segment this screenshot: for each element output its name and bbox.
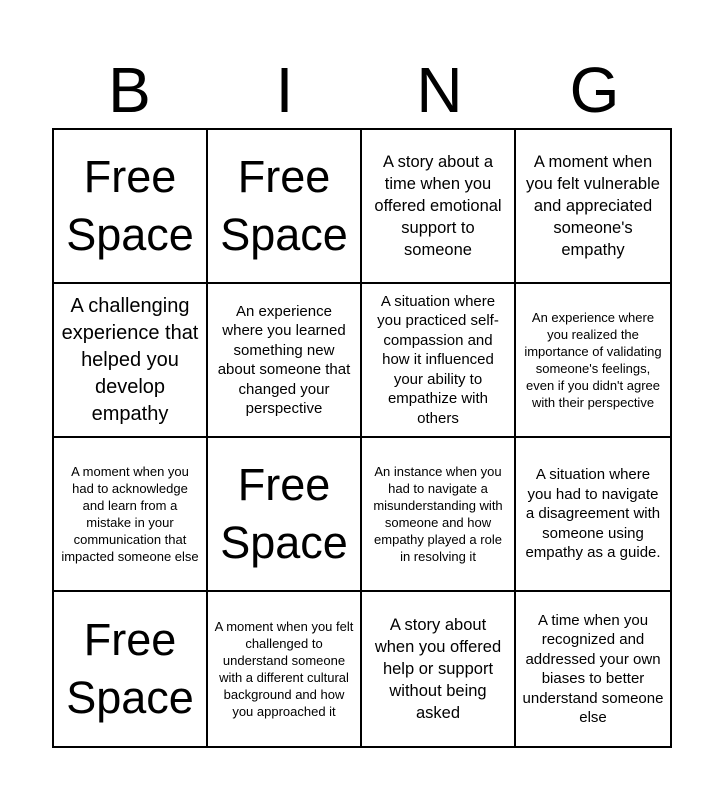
- cell-text: A moment when you had to acknowledge and learn from a mistake in your communication that impacted someone else: [61, 464, 199, 564]
- bingo-cell[interactable]: [516, 284, 670, 438]
- bingo-board: [52, 128, 672, 748]
- cell-text: A story about a time when you offered emotional support to someone: [374, 153, 502, 259]
- bingo-cell[interactable]: [362, 284, 516, 438]
- bingo-header: [52, 52, 672, 128]
- header-letter-i: I: [275, 54, 294, 126]
- bingo-cell[interactable]: [54, 438, 208, 592]
- cell-text: An experience where you realized the importance of validating someone's feelings, even if you didn't agree with their perspective: [524, 310, 662, 410]
- cell-text: Free Space: [220, 151, 348, 260]
- cell-text: A moment when you felt challenged to understand someone with a different cultural background and how you approached it: [214, 619, 354, 719]
- bingo-cell[interactable]: [362, 130, 516, 284]
- cell-text: A story about when you offered help or support without being asked: [374, 616, 502, 722]
- cell-text: Free Space: [66, 614, 194, 723]
- cell-text: An instance when you had to navigate a misunderstanding with someone and how empathy played a role in resolving it: [373, 464, 503, 564]
- cell-text: A situation where you had to navigate a disagreement with someone using empathy as a guide.: [525, 466, 661, 562]
- bingo-cell[interactable]: [208, 592, 362, 746]
- header-letter-g: G: [569, 54, 620, 126]
- cell-text: An experience where you learned something new about someone that changed your perspective: [217, 302, 351, 417]
- header-letter-b: B: [108, 54, 151, 126]
- bingo-cell-free-space[interactable]: [54, 130, 208, 284]
- cell-text: Free Space: [66, 151, 194, 260]
- cell-text: A moment when you felt vulnerable and appreciated someone's empathy: [526, 153, 660, 259]
- bingo-cell[interactable]: [54, 284, 208, 438]
- bingo-cell[interactable]: [362, 592, 516, 746]
- header-letter-n: N: [416, 54, 463, 126]
- bingo-cell[interactable]: [516, 438, 670, 592]
- bingo-cell[interactable]: [516, 592, 670, 746]
- bingo-cell[interactable]: [208, 284, 362, 438]
- cell-text: A situation where you practiced self-compassion and how it influenced your ability to empathize with others: [377, 292, 499, 427]
- cell-text: A time when you recognized and addressed your own biases to better understand someone else: [522, 611, 664, 726]
- cell-text: A challenging experience that helped you develop empathy: [61, 294, 199, 425]
- cell-text: Free Space: [220, 459, 348, 568]
- bingo-cell[interactable]: [516, 130, 670, 284]
- bingo-cell-free-space[interactable]: [208, 130, 362, 284]
- bingo-cell[interactable]: [362, 438, 516, 592]
- bingo-cell-free-space[interactable]: [208, 438, 362, 592]
- bingo-cell-free-space[interactable]: [54, 592, 208, 746]
